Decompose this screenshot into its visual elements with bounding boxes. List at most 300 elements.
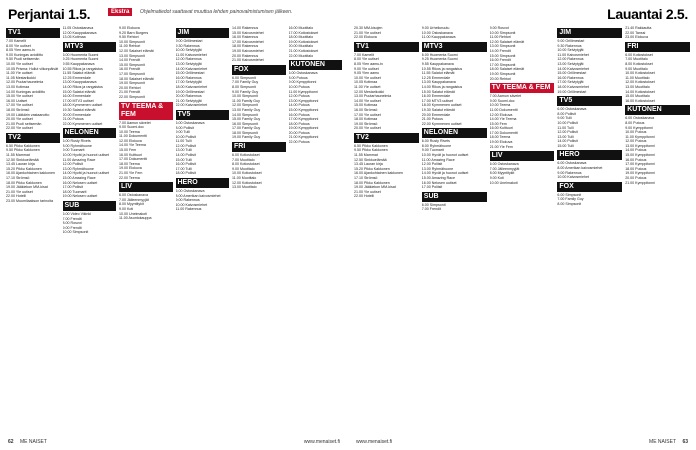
- program-listing: 6.00 Ostoskanava: [557, 161, 587, 166]
- program-listing: 12.00 Puutarhaunelmia: [6, 80, 44, 85]
- program-listing: 18.00 Kymmenen uutiset: [62, 103, 103, 108]
- program-listing: 6.00 Ostoskanava: [175, 120, 205, 125]
- channel-header: MTV3: [63, 42, 117, 52]
- program-listing: 13.00 Simpsonit: [489, 44, 516, 49]
- program-listing: 12.25 Emmerdale: [62, 75, 91, 80]
- program-listing: 19.00 Simpsonit: [119, 81, 145, 86]
- page-number: 62: [8, 439, 14, 445]
- program-listing: 19.00 Nelosen uutiset: [62, 194, 98, 199]
- channel-header: TV TEEMA & FEM: [490, 83, 555, 93]
- channel-header: FRI: [625, 42, 690, 52]
- program-listing: 12.00 Elokuva: [119, 138, 142, 143]
- program-listing: 9.00 Grillimestari: [175, 39, 203, 43]
- program-listing: 14.00 Kaivosmiehet: [175, 66, 208, 71]
- program-listing: 12.00 Kotiostokset: [625, 80, 655, 85]
- program-listing: 17.00 Dokumentti: [119, 157, 148, 162]
- program-listing: 6.00 Video Vikinki: [62, 212, 91, 216]
- program-listing: 11.00 Tulli: [557, 125, 574, 130]
- program-listing: 11.00 Amazing Race: [62, 157, 96, 162]
- program-listing: 15.00 Tulli: [175, 157, 192, 162]
- schedule-column: [289, 26, 343, 434]
- program-listing: 18.00 Kymmenen uutiset: [421, 103, 462, 108]
- program-listing: 13.00 Muotitalo: [625, 84, 650, 89]
- program-listing: 22.00 Muotitalo: [288, 53, 314, 58]
- program-listing: 17.00 Simpsonit: [119, 71, 145, 76]
- program-listing: 6.00 Rusty Rivets: [62, 139, 91, 144]
- program-listing: 12.00 Poliisit: [421, 162, 443, 167]
- program-listing: 12.00 Salaiset elämät: [119, 48, 154, 53]
- program-listing: 11.00 Muotitalo: [232, 176, 257, 181]
- program-listing: 12.00 Poliisit: [175, 143, 196, 148]
- program-listing: 13.00 Kymppitonni: [288, 98, 319, 103]
- extra-badge: Ekstra: [108, 8, 132, 16]
- program-listing: 11.00 Tulli: [175, 139, 192, 144]
- program-listing: 10.00 Yle uutiset: [6, 61, 33, 66]
- program-listing: 11.05 Ostoskanava: [62, 26, 94, 30]
- program-listing: 20.00 Muotitalo: [288, 44, 314, 49]
- schedule-column: [490, 26, 555, 434]
- program-listing: 20.00 Emmerdale: [421, 112, 451, 117]
- program-listing: 22.00 Kaivosmiehet: [175, 103, 208, 108]
- program-listing: 6.00 Ostoskanava: [119, 193, 148, 198]
- program-listing: 15.00 Tulli: [557, 143, 574, 148]
- program-listing: 15.00 Simpsonit: [119, 62, 145, 67]
- schedule-column: [354, 26, 419, 434]
- program-listing: 14.00 Yle Teema: [119, 143, 146, 148]
- page-number: 63: [682, 439, 688, 445]
- program-listing: 19.00 Grillimestari: [175, 89, 205, 94]
- program-listing: 19.30 Salatut elämät: [62, 107, 96, 112]
- program-listing: 17.00 Kymppitonni: [625, 162, 655, 167]
- program-listing: 9.55 Kauppakanava: [62, 61, 95, 66]
- program-listing: 9.00 Muotitalo: [625, 66, 648, 71]
- program-listing: 14.00 Frendit: [489, 48, 511, 53]
- program-listing: 7.00 Family Guy: [557, 197, 584, 202]
- program-listing: 21.00 Kotiostokset: [288, 48, 319, 53]
- page-footer: [8, 439, 340, 447]
- program-listing: 9.00 Rakennus: [175, 198, 200, 203]
- program-listing: 23.00 Muumilaakson tarinoita: [6, 199, 53, 203]
- program-listing: 19.00 Kaivosmiehet: [232, 48, 264, 53]
- program-listing: 10.00 Teema: [119, 129, 140, 134]
- program-listing: 9.25 Huomenta Suomi: [62, 57, 99, 62]
- program-listing: 9.00 Koti: [489, 176, 504, 181]
- program-listing: 6.00 Kotiostokset: [625, 52, 653, 57]
- program-listing: 11.00 Yle uutiset: [354, 84, 381, 89]
- program-listing: 11.55 Salatut elämät: [421, 71, 455, 76]
- program-listing: 15.00 Kymppitonni: [625, 153, 655, 158]
- program-listing: 15.00 Fem: [489, 121, 507, 126]
- program-listing: 18.00 Tuomarit: [62, 189, 87, 194]
- program-listing: 6.00 Simpsonit: [557, 192, 582, 197]
- program-listing: 12.00 Poliisit: [557, 130, 578, 135]
- channel-header: KUTONEN: [625, 105, 690, 115]
- program-listing: 17.00 Dokumentti: [489, 130, 518, 135]
- program-listing: 18.00 Rakennus: [232, 44, 259, 49]
- program-listing: 10.00 Hyvät ja huonot uutiset: [62, 153, 110, 158]
- program-listing: 22.00 Hotelli: [6, 194, 26, 199]
- program-listing: 16.00 Frendit: [489, 58, 511, 63]
- program-listing: 18.00 Putous: [625, 166, 647, 171]
- program-listing: 9.00 Rakennus: [557, 170, 582, 175]
- program-listing: 10.00 Teema: [489, 103, 511, 108]
- program-listing: 13.45 Lauran kirja: [354, 162, 383, 167]
- program-listing: 19.00 Kotiostokset: [288, 39, 319, 44]
- channel-header: FOX: [232, 65, 286, 75]
- program-listing: 16.00 Poliisit: [175, 162, 196, 167]
- program-listing: 11.00 Dokumentti: [119, 134, 147, 139]
- channel-header: TV2: [354, 133, 419, 143]
- program-listing: 9.30 Rakennus: [175, 43, 200, 48]
- program-listing: 12.00 Rakennus: [557, 57, 584, 62]
- schedule-columns: [354, 26, 690, 434]
- program-listing: 11.00 Family Guy: [232, 98, 260, 103]
- program-listing: 19.00 Elokuva: [119, 166, 142, 171]
- program-listing: 7.00 Kamelit: [6, 39, 26, 43]
- program-listing: 11.00 Kymppitonni: [288, 89, 319, 94]
- program-listing: 7.00 Frendit: [62, 216, 82, 221]
- program-listing: 16.00 Kotiostokset: [625, 98, 655, 103]
- program-listing: 14.00 Poliisit: [175, 153, 196, 158]
- program-listing: 17.00 Poliisit: [62, 185, 83, 190]
- program-listing: 13.45 Lauran kirja: [6, 162, 35, 167]
- program-listing: 8.05 Ylen aamu-tv: [6, 48, 36, 53]
- program-listing: 7.00 Aamun sävelet: [119, 120, 151, 125]
- program-listing: 8.00 Ryhmähuone: [421, 143, 452, 148]
- program-listing: 6.50 Pikku Kakkonen: [6, 143, 40, 148]
- program-listing: 17.00 Yle uutiset: [6, 103, 33, 108]
- program-listing: 14.00 Yle Teema: [489, 117, 517, 122]
- program-listing: 17.00 MTV3 uutiset: [62, 98, 94, 103]
- program-listing: 14.00 Rikos ja rangaistus: [421, 84, 463, 89]
- program-listing: 16.00 Simpsonit: [232, 121, 258, 126]
- program-listing: 16.00 Nelosen uutiset: [62, 180, 98, 185]
- program-listing: 21.00 Yle Fem: [119, 171, 143, 176]
- program-listing: 21.00 Yle uutiset: [6, 189, 33, 194]
- channel-header: TV1: [6, 28, 60, 38]
- program-listing: 22.00 Yle uutiset: [6, 126, 33, 131]
- program-listing: 9.00 Muotitalo: [232, 166, 255, 171]
- publication-name: ME NAISET: [649, 439, 676, 445]
- program-listing: 17.00 Family Guy: [232, 126, 261, 131]
- program-listing: 20.00 Yle uutiset: [6, 117, 33, 122]
- program-listing: 10.00 Kotiostokset: [232, 171, 262, 176]
- program-listing: 11.55 Mammat: [354, 153, 378, 158]
- program-listing: 10.55 Rikos ja rangaistus: [62, 66, 103, 71]
- program-listing: 22.00 Kymmenen uutiset: [421, 121, 462, 126]
- program-listing: 15.00 Kymppitonni: [288, 107, 319, 112]
- program-listing: 10.00 Unelmakoti: [119, 211, 147, 216]
- program-listing: 12.50 Sinkkuelämää: [6, 157, 39, 162]
- program-listing: 19.00 Grillimestari: [557, 89, 587, 94]
- page-footer: [356, 439, 688, 447]
- program-listing: 16.00 Emmerdale: [421, 94, 451, 99]
- channel-header: TV2: [6, 133, 60, 143]
- program-listing: 16.00 Kulttuuri: [489, 126, 513, 131]
- program-listing: 12.50 Sinkkuelämää: [354, 157, 387, 162]
- program-listing: 19.00 Jääkiekon MM-kisat: [354, 185, 396, 190]
- program-listing: 14.00 Poliisit: [557, 139, 578, 144]
- program-listing: 10.05 Prisma: Hullut viikonpäivät: [6, 66, 59, 71]
- program-listing: 22.00 Teema: [119, 175, 140, 180]
- program-listing: 11.00 Yle uutiset: [6, 71, 33, 76]
- day-title: Lauantai 2.5.: [607, 6, 688, 22]
- program-listing: 18.00 Kaivosmiehet: [557, 84, 589, 89]
- program-listing: 15.20 Pikku Kakkonen: [6, 166, 42, 171]
- program-listing: 15.00 Salatut elämät: [62, 89, 96, 94]
- program-listing: 10.00 Simpsonit: [119, 39, 145, 44]
- program-listing: 13.00 Ryhmähuone: [421, 166, 454, 171]
- program-listing: 8.00 Amerikan kaivosmiehet: [175, 193, 221, 198]
- program-listing: 13.00 Family Guy: [232, 107, 261, 112]
- website: www.menaiset.fi: [303, 439, 340, 445]
- day-title: Perjantai 1.5.: [8, 6, 91, 22]
- program-listing: 7.00 Aamun sävelet: [489, 94, 522, 99]
- program-listing: 14.00 Rikos ja rangaistus: [62, 84, 103, 89]
- channel-header: FRI: [232, 142, 286, 152]
- program-listing: 16.00 Putous: [288, 112, 310, 117]
- program-listing: 18.00 Muotitalo: [288, 35, 314, 40]
- program-listing: 16.00 Putous: [625, 157, 647, 162]
- program-listing: 6.00 Ostoskanava: [625, 116, 655, 121]
- program-listing: 13.00 Puutarhaunelmia: [354, 94, 392, 99]
- program-listing: 16.00 Ajankohtainen kakkonen: [6, 171, 55, 176]
- program-listing: 11.00 Asuntokauppa: [119, 216, 152, 221]
- program-listing: 16.00 Rakennus: [175, 75, 202, 80]
- channel-header: HERO: [176, 178, 230, 188]
- program-listing: 11.55 Mammat: [6, 153, 30, 158]
- program-listing: 11.00 Rakennus: [175, 207, 202, 212]
- program-listing: 15.00 Yle uutiset: [6, 94, 33, 99]
- program-listing: 6.00 Ostoskanava: [489, 162, 519, 167]
- program-listing: 16.00 Muotitalo: [288, 26, 314, 30]
- program-listing: 15.00 Salatut elämät: [421, 89, 455, 94]
- program-listing: 18.00 Kotimaa: [354, 117, 378, 122]
- program-listing: 10.00 Poliisit: [175, 134, 196, 139]
- program-listing: 8.00 Rosvot: [62, 221, 82, 226]
- program-listing: 15.00 Family Guy: [232, 117, 261, 122]
- program-listing: 7.00 Muotitalo: [625, 57, 648, 62]
- program-listing: 23.00 Elokuva: [625, 35, 648, 40]
- program-listing: 13.00 Kymppitonni: [625, 143, 655, 148]
- program-listing: 8.00 Amerikan kaivosmiehet: [557, 166, 603, 171]
- program-listing: 21.00 Kaivosmiehet: [232, 58, 264, 63]
- channel-header: HERO: [557, 150, 622, 160]
- program-listing: 7.00 Kamelit: [354, 52, 374, 57]
- program-listing: 13.00 Ryhmähuone: [62, 166, 94, 171]
- program-listing: 8.00 Kotiostokset: [625, 61, 653, 66]
- program-listing: 9.00 Grillimestari: [557, 39, 585, 43]
- program-listing: 9.00 Suomi.doc: [119, 125, 144, 130]
- program-listing: 20.00 Emmerdale: [62, 112, 91, 117]
- program-listing: 12.25 Emmerdale: [421, 75, 451, 80]
- channel-header: NELONEN: [422, 128, 487, 138]
- schedule-column: [422, 26, 487, 434]
- program-listing: 17.00 MTV3 uutiset: [421, 98, 453, 103]
- program-listing: 6.00 Simpsonit: [232, 75, 256, 80]
- program-listing: 10.00 Kaivosmiehet: [557, 175, 589, 180]
- page-header: [356, 6, 688, 22]
- program-listing: 15.00 Kotimaa: [354, 103, 378, 108]
- program-listing: 16.00 Nelosen uutiset: [421, 180, 457, 185]
- program-listing: 14.00 Putous: [625, 148, 647, 153]
- program-listing: 10.00 Ostoskanava: [421, 30, 453, 35]
- program-listing: 14.00 Hyvät ja huonot uutiset: [62, 171, 110, 176]
- schedule-column: [63, 26, 117, 434]
- program-listing: 21.00 Kymppitonni: [288, 135, 319, 140]
- schedule-column: [557, 26, 622, 434]
- program-listing: 17.00 Kymppitonni: [288, 117, 319, 122]
- program-listing: 10.00 Simpsonit: [62, 230, 89, 235]
- program-listing: 10.00 Putous: [625, 130, 647, 135]
- program-listing: 9.00 Tulli: [175, 130, 190, 135]
- program-listing: 14.00 Frendit: [119, 58, 141, 63]
- program-listing: 9.20 Barn Burgers: [119, 30, 149, 35]
- program-listing: 20.30 MM-kisojen: [354, 26, 383, 30]
- program-listing: 9.00 Yle uutiset: [354, 66, 379, 71]
- program-listing: 12.00 Poliisit: [62, 162, 83, 167]
- program-listing: 11.00 Kaivosmiehet: [175, 52, 207, 57]
- channel-header: KUTONEN: [289, 60, 343, 70]
- program-listing: 22.00 Simpsonit: [119, 94, 145, 99]
- program-listing: 22.00 Putous: [288, 140, 310, 145]
- program-listing: 9.00 Urheiluruutu: [421, 26, 450, 30]
- schedule-column: [6, 26, 60, 434]
- program-listing: 12.00 Putous: [288, 94, 310, 99]
- program-listing: 8.00 Myyntitykit: [119, 202, 144, 207]
- program-listing: 8.05 Ylen aamu-tv: [354, 61, 384, 66]
- program-listing: 9.25 Huomenta Suomi: [421, 57, 458, 62]
- program-listing: 9.00 Koti: [119, 207, 134, 211]
- program-listing: 14.00 Kaivosmiehet: [557, 66, 589, 71]
- program-listing: 12.00 Rakennus: [175, 57, 202, 62]
- program-listing: 9.50 Pikku Kakkonen: [6, 148, 40, 153]
- program-listing: 18.00 Teema: [119, 161, 140, 166]
- channel-header: SUB: [63, 201, 117, 211]
- program-listing: 17.00 Tulli: [175, 166, 192, 171]
- program-listing: 9.00 Tuomarit: [421, 148, 444, 153]
- program-listing: 6.50 Pikku Kakkonen: [354, 143, 388, 148]
- program-listing: 21.00 Kymppitonni: [625, 180, 655, 185]
- program-listing: 10.00 Simpsonit: [232, 94, 258, 99]
- program-listing: 21.00 Yle uutiset: [354, 189, 381, 194]
- program-listing: 11.00 Dokumentti: [489, 107, 518, 112]
- program-listing: 11.00 Rehtori: [119, 44, 141, 49]
- program-listing: 20.00 Rehtori: [489, 76, 512, 81]
- program-listing: 9.00 Kuningas avioliitto: [6, 52, 43, 57]
- program-listing: 17.00 Kotiostokset: [288, 30, 319, 35]
- program-listing: 22.00 Kymmenen uutiset: [62, 121, 103, 126]
- program-listing: 6.00 Simpsonit: [421, 202, 446, 207]
- channel-header: NELONEN: [63, 128, 117, 138]
- program-listing: 14.00 Yle uutiset: [354, 98, 381, 103]
- program-listing: 6.00 Rusty Rivets: [421, 139, 450, 144]
- program-listing: 11.55 Salatut elämät: [62, 71, 96, 76]
- program-listing: 10.00 Poliisit: [557, 120, 578, 125]
- program-listing: 18.00 Salaiset elämät: [489, 67, 525, 72]
- program-listing: 15.00 Amazing Race: [62, 176, 96, 181]
- program-listing: 7.00 Family Guy: [232, 80, 259, 85]
- program-listing: 7.00 Muotitalo: [232, 157, 255, 162]
- program-listing: 12.00 Kotiostokset: [232, 180, 262, 185]
- publication-name: ME NAISET: [20, 439, 47, 445]
- program-listing: 6.00 Ostoskanava: [557, 107, 587, 112]
- program-listing: 19.00 Family Guy: [232, 135, 261, 140]
- program-listing: 19.00 Jääkiekon MM-kisat: [6, 185, 48, 190]
- program-listing: 15.00 Grillimestari: [557, 71, 587, 76]
- program-listing: 16.00 Frendit: [119, 67, 141, 72]
- program-listing: 9.50 Pikku Kakkonen: [354, 148, 388, 153]
- channel-header: TV1: [354, 42, 419, 52]
- program-listing: 18.00 Poliisit: [175, 171, 196, 176]
- program-listing: 13.00 Tulli: [175, 148, 192, 153]
- program-listing: 21.40 Rakkautta: [625, 26, 652, 30]
- program-listing: 9.50 Rehtori: [119, 35, 139, 40]
- program-listing: 15.00 Fem: [119, 148, 137, 153]
- program-listing: 13.00 Tulli: [557, 134, 574, 139]
- program-listing: 6.00 Kotiostokset: [232, 153, 260, 158]
- program-listing: 8.00 Poliisit: [175, 125, 194, 130]
- program-listing: 16.00 Emmerdale: [62, 94, 91, 99]
- program-listing: 19.00 Strömsö: [354, 121, 378, 126]
- program-listing: 18.00 Strömsö: [6, 107, 30, 112]
- program-listing: 8.00 Putous: [288, 75, 308, 80]
- program-listing: 16.00 Kulttuuri: [119, 152, 143, 157]
- program-listing: 13.00 Selviytyjät: [557, 61, 584, 66]
- program-listing: 10.55 Rikos ja rangaistus: [421, 66, 463, 71]
- channel-header: LIV: [490, 151, 555, 161]
- program-listing: 9.00 Kymppitonni: [288, 80, 317, 85]
- program-listing: 18.00 Pikku Kakkonen: [6, 180, 42, 185]
- channel-header: JIM: [557, 28, 622, 38]
- program-listing: 18.00 Simpsonit: [232, 130, 258, 135]
- program-listing: 18.00 Kaivosmiehet: [175, 84, 208, 89]
- channel-header: JIM: [176, 28, 230, 38]
- program-listing: 11.05 Mestarikokki: [6, 75, 36, 80]
- program-listing: 6.00 Ostoskanava: [175, 189, 205, 194]
- program-listing: 8.00 Simpsonit: [232, 84, 256, 89]
- program-listing: 6.00 Huomenta Suomi: [62, 52, 99, 57]
- program-listing: 17.00 Simpsonit: [489, 62, 516, 67]
- program-listing: 19.00 Elokuva: [489, 140, 513, 145]
- program-listing: 17.10 Strömsö: [6, 176, 30, 181]
- program-listing: 10.00 Kotiostokset: [625, 71, 655, 76]
- program-listing: 13.00 Muotitalo: [232, 185, 257, 190]
- right-page: [348, 0, 696, 450]
- disclaimer: Ohjelmatiedot saattavat muuttua lehden painovalmistumisen jälkeen.: [140, 9, 293, 15]
- program-listing: 16.00 Rakennus: [557, 75, 584, 80]
- program-listing: 8.00 Yle uutiset: [6, 43, 31, 48]
- program-listing: 12.00 Salaiset elämät: [489, 39, 525, 44]
- program-listing: 12.00 Elokuva: [489, 112, 513, 117]
- program-listing: 13.05 Kotimaa: [62, 35, 86, 40]
- program-listing: 20.00 Yle uutiset: [354, 126, 381, 131]
- program-listing: 20.00 Rakennus: [232, 53, 259, 58]
- program-listing: 21.00 Yle uutiset: [354, 30, 381, 35]
- program-listing: 9.05 Ylen aamu: [354, 71, 380, 76]
- program-listing: 10.00 Unelmakoti: [489, 180, 518, 185]
- program-listing: 18.00 Pikku Kakkonen: [354, 180, 390, 185]
- program-listing: 12.00 Mestarikokki: [354, 89, 384, 94]
- program-listing: 10.00 Yle uutiset: [354, 75, 381, 80]
- program-listing: 9.00 Family Guy: [232, 89, 259, 94]
- program-listing: 10.05 Kotimaa: [354, 80, 378, 85]
- program-listing: 10.00 Selviytyjät: [175, 48, 202, 53]
- channel-header: MTV3: [422, 42, 487, 52]
- program-listing: 14.00 Rakennus: [232, 26, 259, 30]
- program-listing: 8.00 Kotiostokset: [232, 162, 260, 167]
- program-listing: 13.00 Kauppakanava: [421, 80, 456, 85]
